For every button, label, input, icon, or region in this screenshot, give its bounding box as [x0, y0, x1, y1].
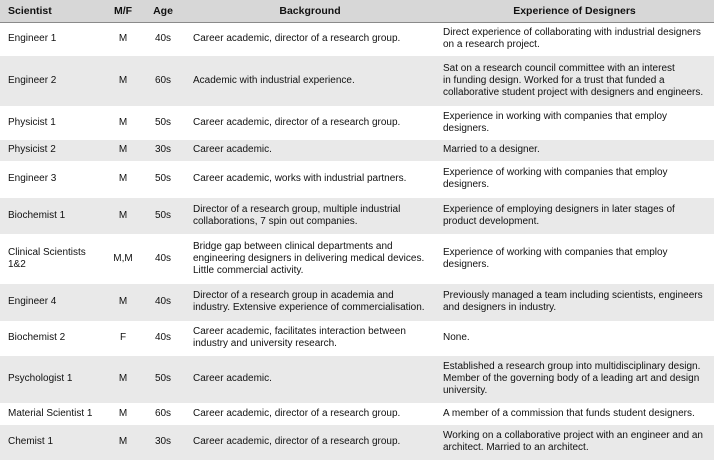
cell-scientist: Material Scientist 1 [8, 407, 93, 419]
cell-mf: M [105, 56, 141, 106]
table-row [0, 234, 714, 284]
cell-experience: Married to a designer. [435, 140, 714, 161]
cell-mf: M [105, 198, 141, 234]
header-age: Age [141, 0, 185, 23]
cell-background: Career academic. [185, 140, 435, 161]
cell-age: 30s [141, 425, 185, 460]
cell-background: Director of a research group in academia and industry. Extensive experience of commercialisation. [185, 284, 435, 321]
cell-mf: M [118, 173, 128, 184]
cell-mf: M [118, 33, 128, 45]
cell-experience: A member of a commission that funds student designers. [443, 407, 695, 419]
cell-experience: Direct experience of collaborating with industrial designers on a research project. [443, 27, 701, 51]
cell-age: 50s [141, 198, 185, 234]
cell-mf: M [118, 407, 128, 419]
cell-mf: F [119, 332, 127, 343]
cell-experience: Working on a collaborative project with an engineer and an architect. Married to an architect. [435, 425, 714, 460]
cell-experience: Sat on a research council committee with an interest in funding design. Worked for a trust that funded a collaborative student project with designers and engineers. [435, 56, 714, 106]
cell-scientist: Engineer 2 [0, 56, 105, 106]
cell-mf: M [105, 140, 141, 161]
cell-background: Career academic, facilitates interaction between industry and university research. [193, 326, 406, 349]
table-row [0, 403, 714, 425]
table-row [0, 161, 714, 198]
cell-age: 40s [154, 33, 172, 45]
header-row [0, 0, 714, 23]
cell-scientist: Physicist 1 [8, 116, 56, 128]
cell-age: 30s [141, 140, 185, 161]
cell-experience: Experience in working with companies that employ designers. [443, 110, 667, 134]
cell-scientist: Engineer 1 [8, 33, 57, 45]
cell-experience: Established a research group into multidisciplinary design. Member of the governing body of a leading art and design university. [435, 356, 714, 403]
cell-background: Bridge gap between clinical departments and engineering designers in delivering medical devices. Little commercial activity. [193, 240, 425, 276]
cell-background: Career academic. [185, 356, 435, 403]
header-mf: M/F [105, 0, 141, 23]
cell-age: 40s [154, 252, 172, 264]
cell-experience: Previously managed a team including scientists, engineers and designers in industry. [435, 284, 714, 321]
cell-background: Director of a research group, multiple industrial collaborations, 7 spin out companies. [185, 198, 435, 234]
cell-age: 60s [154, 407, 172, 419]
cell-scientist: Engineer 4 [0, 284, 105, 321]
table-row [0, 425, 714, 460]
cell-age: 50s [154, 173, 172, 184]
table-row [0, 23, 714, 56]
cell-mf: M,M [113, 252, 133, 264]
header-background: Background [185, 0, 435, 23]
cell-mf: M [105, 425, 141, 460]
table-row [0, 198, 714, 234]
cell-scientist: Chemist 1 [0, 425, 105, 460]
table-row [0, 321, 714, 356]
cell-background: Academic with industrial experience. [185, 56, 435, 106]
cell-age: 60s [141, 56, 185, 106]
table-row [0, 106, 714, 140]
cell-age: 40s [141, 284, 185, 321]
cell-experience: Experience of working with companies that employ designers. [443, 246, 668, 270]
cell-mf: M [118, 116, 128, 128]
cell-scientist: Clinical Scientists 1&2 [8, 246, 86, 270]
cell-background: Career academic, works with industrial partners. [193, 173, 407, 184]
cell-experience: None. [443, 332, 470, 343]
cell-mf: M [105, 284, 141, 321]
cell-experience: Experience of employing designers in later stages of product development. [435, 198, 714, 234]
cell-mf: M [105, 356, 141, 403]
cell-experience: Experience of working with companies that employ designers. [443, 167, 668, 190]
cell-age: 40s [154, 332, 172, 343]
cell-scientist: Psychologist 1 [0, 356, 105, 403]
cell-background: Career academic, director of a research group. [185, 425, 435, 460]
cell-background: Career academic, director of a research group. [193, 407, 401, 419]
table-row [0, 56, 714, 106]
table-body [0, 23, 714, 460]
header-experience: Experience of Designers [435, 0, 714, 23]
table-row [0, 140, 714, 161]
cell-scientist: Biochemist 2 [8, 332, 66, 343]
table-row [0, 284, 714, 321]
cell-age: 50s [141, 356, 185, 403]
cell-scientist: Engineer 3 [8, 173, 57, 184]
cell-scientist: Physicist 2 [0, 140, 105, 161]
cell-background: Career academic, director of a research group. [193, 33, 401, 45]
header-scientist: Scientist [0, 0, 105, 23]
cell-scientist: Biochemist 1 [0, 198, 105, 234]
table-row [0, 356, 714, 403]
cell-background: Career academic, director of a research group. [193, 116, 401, 128]
cell-age: 50s [154, 116, 172, 128]
